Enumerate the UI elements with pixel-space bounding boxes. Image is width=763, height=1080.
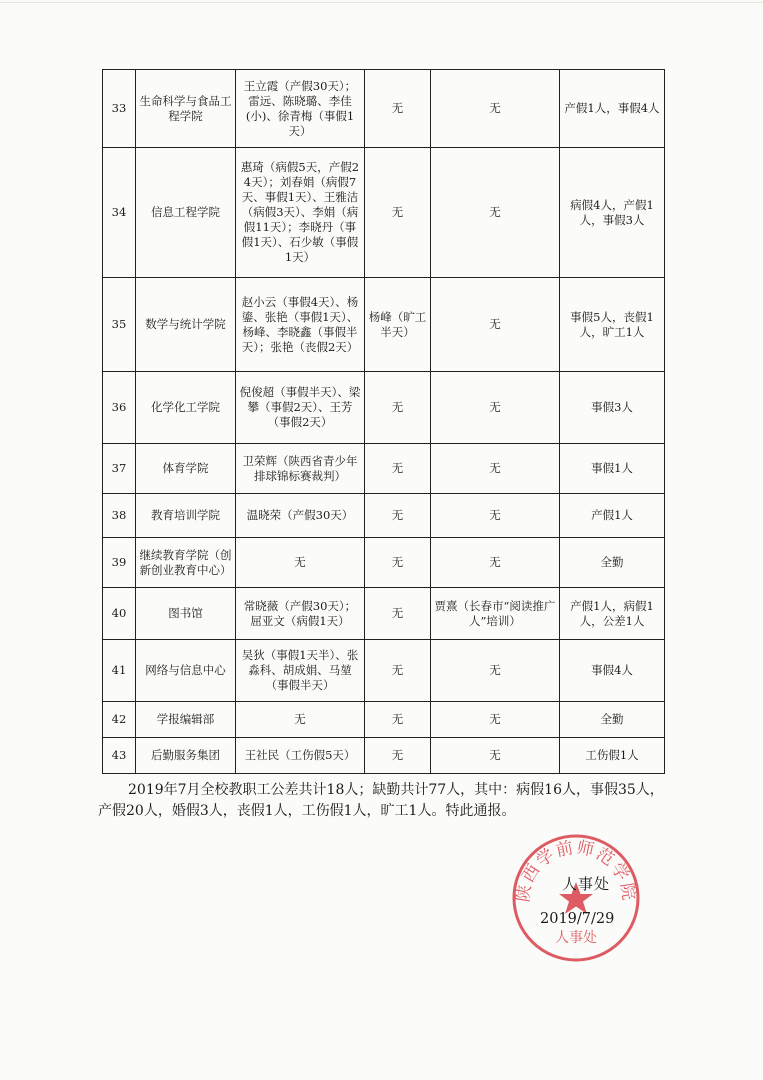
row-number: 36 xyxy=(103,372,136,444)
row-number: 40 xyxy=(103,588,136,640)
seal-arc-text: 陕西学前师范学院 xyxy=(513,837,639,904)
attendance-table xyxy=(102,69,665,774)
table-row xyxy=(103,538,665,588)
leave-detail: 温晓荣（产假30天） xyxy=(236,494,365,538)
unit-name: 网络与信息中心 xyxy=(136,640,236,702)
table-row xyxy=(103,372,665,444)
table-row xyxy=(103,148,665,278)
row-number: 42 xyxy=(103,702,136,738)
row-summary: 产假1人，病假1人，公差1人 xyxy=(560,588,665,640)
absence-detail: 无 xyxy=(365,444,431,494)
absence-detail: 无 xyxy=(365,494,431,538)
unit-name: 教育培训学院 xyxy=(136,494,236,538)
unit-name: 生命科学与食品工程学院 xyxy=(136,70,236,148)
row-summary: 产假1人，事假4人 xyxy=(560,70,665,148)
business-trip-detail: 贾熹（长春市“阅读推广人”培训） xyxy=(431,588,560,640)
leave-detail: 吴狄（事假1天半）、张淼科、胡成娟、马堃（事假半天） xyxy=(236,640,365,702)
table-row xyxy=(103,738,665,774)
issue-date: 2019/7/29 xyxy=(540,911,615,927)
official-seal-stamp xyxy=(510,832,642,964)
row-summary: 全勤 xyxy=(560,702,665,738)
row-number: 43 xyxy=(103,738,136,774)
absence-detail: 无 xyxy=(365,70,431,148)
row-number: 38 xyxy=(103,494,136,538)
row-summary: 工伤假1人 xyxy=(560,738,665,774)
leave-detail: 王社民（工伤假5天） xyxy=(236,738,365,774)
leave-detail: 惠琦（病假5天，产假24天）；刘春娟（病假7天、事假1天）、王雅洁（病假3天）、李娟（病假11天）；李晓丹（事假1天）、石少敏（事假1天） xyxy=(236,148,365,278)
table-row xyxy=(103,444,665,494)
row-number: 37 xyxy=(103,444,136,494)
page-edge xyxy=(0,2,763,3)
business-trip-detail: 无 xyxy=(431,278,560,372)
table-row xyxy=(103,588,665,640)
business-trip-detail: 无 xyxy=(431,148,560,278)
business-trip-detail: 无 xyxy=(431,444,560,494)
summary-paragraph: 2019年7月全校教职工公差共计18人；缺勤共计77人，其中：病假16人，事假35人，产假20人，婚假3人，丧假1人，工伤假1人，旷工1人。特此通报。 xyxy=(98,782,664,819)
business-trip-detail: 无 xyxy=(431,738,560,774)
business-trip-detail: 无 xyxy=(431,70,560,148)
unit-name: 体育学院 xyxy=(136,444,236,494)
leave-detail: 倪俊超（事假半天）、梁攀（事假2天）、王芳（事假2天） xyxy=(236,372,365,444)
seal-sub-text: 人事处 xyxy=(555,930,597,946)
row-summary: 事假3人 xyxy=(560,372,665,444)
business-trip-detail: 无 xyxy=(431,538,560,588)
absence-detail: 无 xyxy=(365,588,431,640)
row-summary: 事假1人 xyxy=(560,444,665,494)
unit-name: 后勤服务集团 xyxy=(136,738,236,774)
absence-detail: 杨峰（旷工半天） xyxy=(365,278,431,372)
table-row xyxy=(103,494,665,538)
unit-name: 继续教育学院（创新创业教育中心） xyxy=(136,538,236,588)
leave-detail: 无 xyxy=(236,538,365,588)
business-trip-detail: 无 xyxy=(431,372,560,444)
row-summary: 病假4人，产假1人，事假3人 xyxy=(560,148,665,278)
row-number: 33 xyxy=(103,70,136,148)
table-row xyxy=(103,70,665,148)
business-trip-detail: 无 xyxy=(431,702,560,738)
leave-detail: 赵小云（事假4天）、杨鎏、张艳（事假1天）、杨峰、李晓鑫（事假半天）；张艳（丧假2天） xyxy=(236,278,365,372)
business-trip-detail: 无 xyxy=(431,640,560,702)
absence-detail: 无 xyxy=(365,640,431,702)
table-row xyxy=(103,278,665,372)
leave-detail: 王立霞（产假30天）；雷远、陈晓璐、李佳(小)、徐青梅（事假1天） xyxy=(236,70,365,148)
unit-name: 学报编辑部 xyxy=(136,702,236,738)
unit-name: 信息工程学院 xyxy=(136,148,236,278)
leave-detail: 无 xyxy=(236,702,365,738)
unit-name: 图书馆 xyxy=(136,588,236,640)
leave-detail: 卫荣辉（陕西省青少年排球锦标赛裁判） xyxy=(236,444,365,494)
row-summary: 全勤 xyxy=(560,538,665,588)
row-number: 34 xyxy=(103,148,136,278)
row-number: 35 xyxy=(103,278,136,372)
row-number: 41 xyxy=(103,640,136,702)
unit-name: 数学与统计学院 xyxy=(136,278,236,372)
row-summary: 事假4人 xyxy=(560,640,665,702)
unit-name: 化学化工学院 xyxy=(136,372,236,444)
leave-detail: 常晓薇（产假30天）；屈亚文（病假1天） xyxy=(236,588,365,640)
table-row xyxy=(103,640,665,702)
absence-detail: 无 xyxy=(365,702,431,738)
absence-detail: 无 xyxy=(365,372,431,444)
absence-detail: 无 xyxy=(365,148,431,278)
absence-detail: 无 xyxy=(365,738,431,774)
absence-detail: 无 xyxy=(365,538,431,588)
issuer-name: 人事处 xyxy=(562,875,611,893)
business-trip-detail: 无 xyxy=(431,494,560,538)
row-summary: 产假1人 xyxy=(560,494,665,538)
table-row xyxy=(103,702,665,738)
row-summary: 事假5人，丧假1人，旷工1人 xyxy=(560,278,665,372)
row-number: 39 xyxy=(103,538,136,588)
